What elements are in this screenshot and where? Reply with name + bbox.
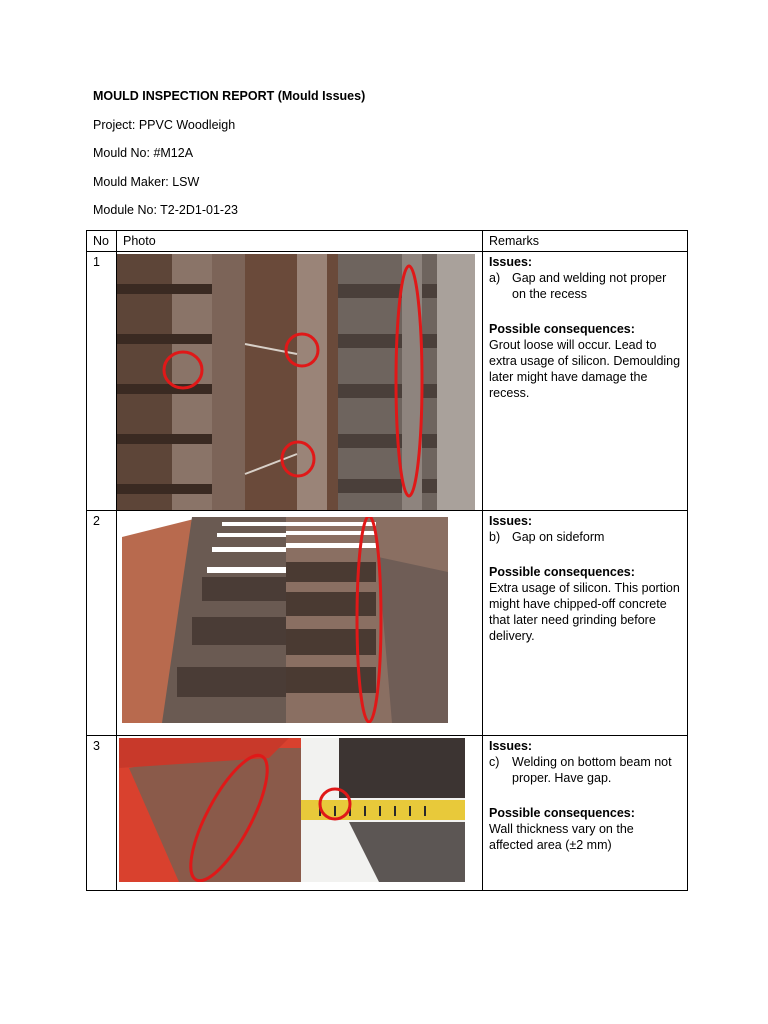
row-number: 2 xyxy=(87,511,117,736)
inspection-table xyxy=(86,230,688,891)
issue-text: Welding on bottom beam not proper. Have gap. xyxy=(512,755,672,785)
photo-cell-2 xyxy=(117,511,483,736)
consequences-text: Extra usage of silicon. This portion might have chipped-off concrete that later need grinding before delivery. xyxy=(489,581,680,643)
issue-letter: b) xyxy=(489,530,501,544)
table-header-row xyxy=(87,231,688,252)
sideform-photo-collage xyxy=(122,517,448,723)
header-remarks: Remarks xyxy=(483,231,688,252)
issues-label: Issues: xyxy=(489,255,533,269)
issue-text: Gap on sideform xyxy=(512,530,605,544)
remarks-cell-2 xyxy=(483,511,688,736)
remarks-cell-3 xyxy=(483,736,688,891)
header-photo: Photo xyxy=(117,231,483,252)
issues-label: Issues: xyxy=(489,739,533,753)
table-row xyxy=(87,252,688,511)
mould-maker-line: Mould Maker: LSW xyxy=(93,175,200,189)
table-row xyxy=(87,736,688,891)
row-number: 1 xyxy=(87,252,117,511)
header-no: No xyxy=(87,231,117,252)
report-title: MOULD INSPECTION REPORT (Mould Issues) xyxy=(93,89,366,103)
consequences-label: Possible consequences: xyxy=(489,806,635,820)
mould-no-line: Mould No: #M12A xyxy=(93,146,194,160)
photo-cell-3 xyxy=(117,736,483,891)
recess-photo-collage xyxy=(117,254,475,510)
table-row xyxy=(87,511,688,736)
row-number: 3 xyxy=(87,736,117,891)
issues-label: Issues: xyxy=(489,514,533,528)
remarks-cell-1 xyxy=(483,252,688,511)
issue-item xyxy=(489,529,681,545)
consequences-label: Possible consequences: xyxy=(489,565,635,579)
module-no-line: Module No: T2-2D1-01-23 xyxy=(93,203,238,217)
issue-letter: c) xyxy=(489,755,500,769)
project-line: Project: PPVC Woodleigh xyxy=(93,118,236,132)
photo-cell-1 xyxy=(117,252,483,511)
consequences-text: Wall thickness vary on the affected area (±2 mm) xyxy=(489,822,634,852)
issue-item xyxy=(489,754,681,786)
bottom-beam-photo-collage xyxy=(119,738,465,882)
issue-text: Gap and welding not proper on the recess xyxy=(512,271,667,301)
consequences-text: Grout loose will occur. Lead to extra usage of silicon. Demoulding later might have damage the recess. xyxy=(489,338,681,400)
issue-item xyxy=(489,270,681,302)
issue-letter: a) xyxy=(489,271,501,285)
consequences-label: Possible consequences: xyxy=(489,322,635,336)
